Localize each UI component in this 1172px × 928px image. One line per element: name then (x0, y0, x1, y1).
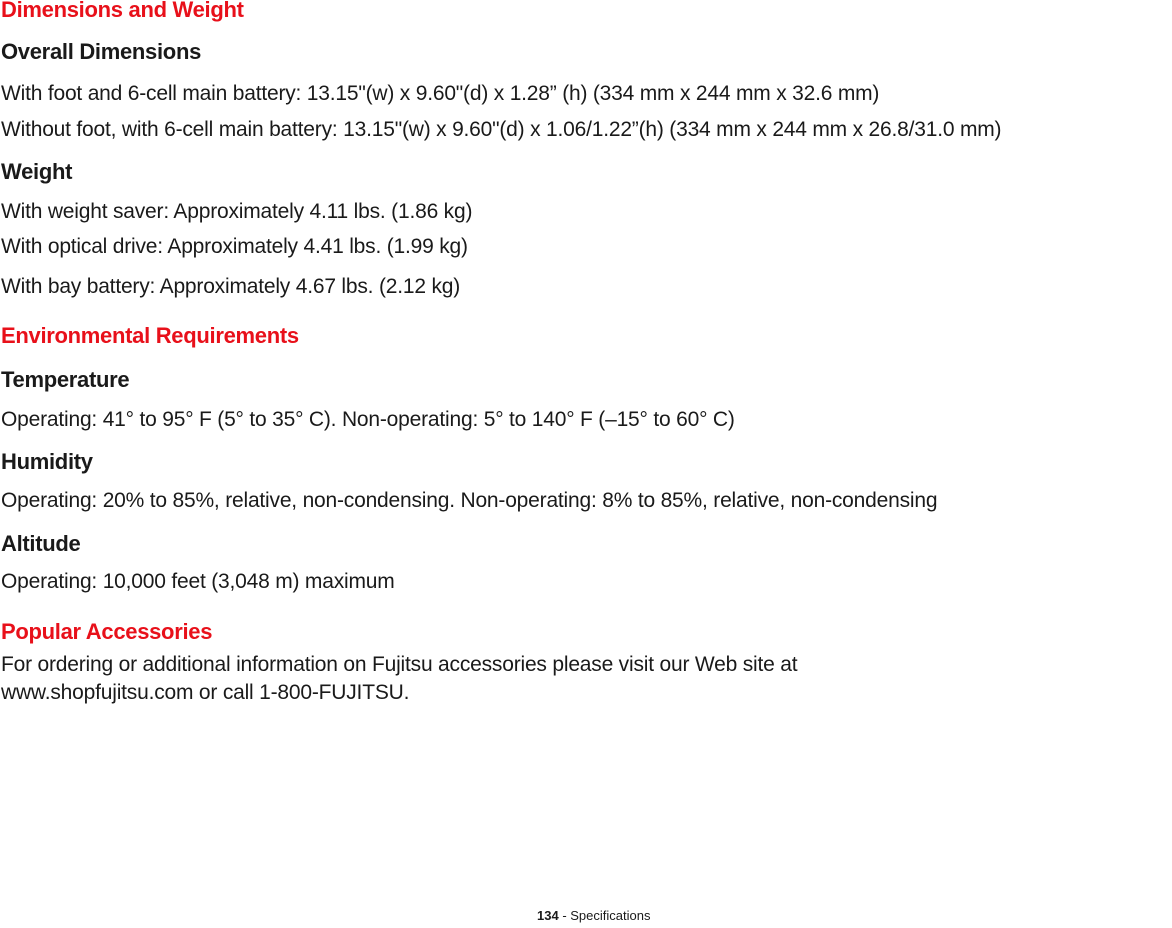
altitude-text: Operating: 10,000 feet (3,048 m) maximum (1, 570, 395, 593)
subheading-humidity: Humidity (1, 449, 93, 474)
dimension-line-with-foot: With foot and 6-cell main battery: 13.15"(w) x 9.60"(d) x 1.28” (h) (334 mm x 244 mm x 32.6 mm) (1, 82, 880, 105)
weight-line-optical-drive: With optical drive: Approximately 4.41 lbs. (1.99 kg) (1, 235, 468, 258)
subheading-temperature: Temperature (1, 367, 130, 392)
footer-section-label: - Specifications (558, 908, 651, 923)
section-heading-popular-accessories: Popular Accessories (1, 619, 213, 644)
subheading-weight: Weight (1, 159, 73, 184)
accessories-text-line-1: For ordering or additional information on Fujitsu accessories please visit our Web site at (1, 653, 798, 676)
subheading-altitude: Altitude (1, 531, 81, 556)
subheading-overall-dimensions: Overall Dimensions (1, 39, 202, 64)
accessories-text-line-2: www.shopfujitsu.com or call 1-800-FUJITSU. (1, 681, 410, 704)
dimension-line-without-foot: Without foot, with 6-cell main battery: 13.15"(w) x 9.60"(d) x 1.06/1.22”(h) (334 mm x 244 mm x 26.8/31.0 mm) (1, 118, 1002, 141)
temperature-text: Operating: 41° to 95° F (5° to 35° C). Non-operating: 5° to 140° F (–15° to 60° C) (1, 408, 735, 431)
weight-line-weight-saver: With weight saver: Approximately 4.11 lbs. (1.86 kg) (1, 200, 473, 223)
section-heading-environmental: Environmental Requirements (1, 323, 299, 348)
page-footer (537, 908, 650, 923)
humidity-text: Operating: 20% to 85%, relative, non-condensing. Non-operating: 8% to 85%, relative, non-condensing (1, 489, 938, 512)
page-number: 134 (537, 908, 559, 923)
weight-line-bay-battery: With bay battery: Approximately 4.67 lbs. (2.12 kg) (1, 275, 461, 298)
section-heading-dimensions-weight: Dimensions and Weight (1, 0, 244, 22)
